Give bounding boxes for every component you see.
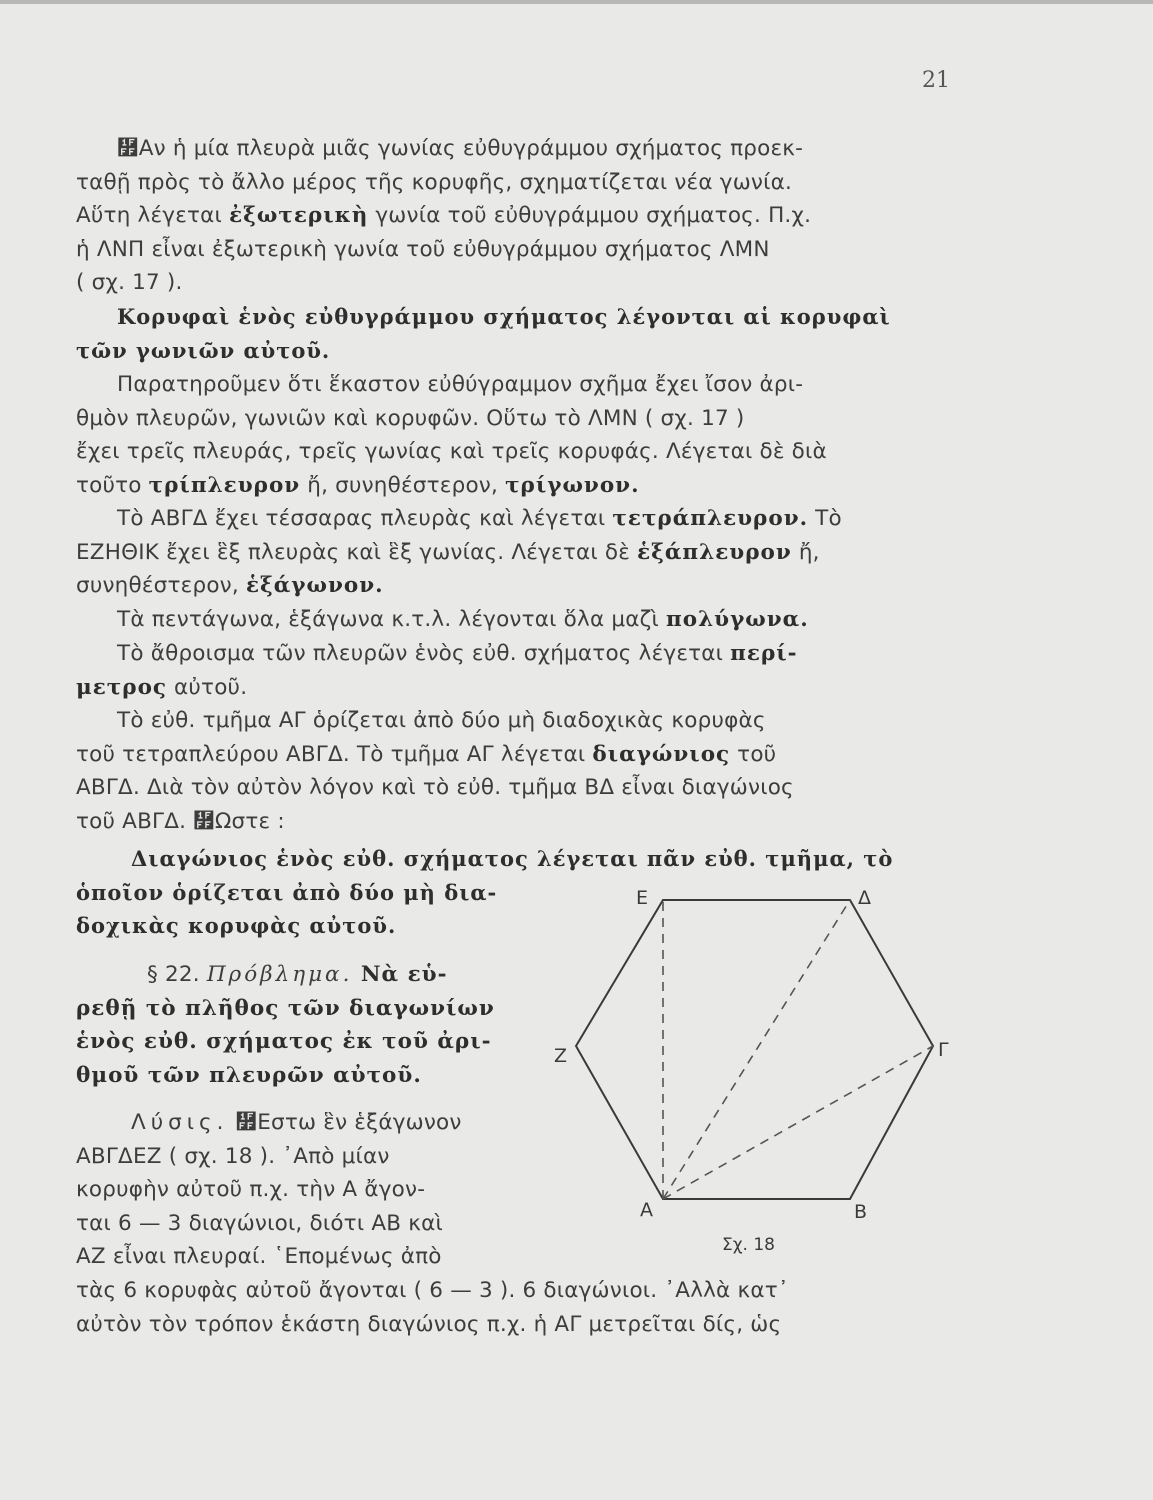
paragraph-polygon-count: [76, 368, 827, 502]
hexagon-diagram: [546, 880, 986, 1270]
text-line: Τὸ ἄθροισμα τῶν πλευρῶν ἑνὸς εὐθ. σχήματος λέγεται περί-: [117, 641, 798, 666]
text-line: ἡ ΛΝΠ εἶναι ἐξωτερικὴ γωνία τοῦ εὐθυγράμμου σχήματος ΛΜΝ: [76, 236, 770, 262]
text-line: τοῦ ΑΒΓΔ. ῿Ωστε :: [76, 808, 285, 834]
text-line: Αὕτη λέγεται ἐξωτερικὴ γωνία τοῦ εὐθυγράμμου σχήματος. Π.χ.: [76, 203, 812, 229]
text-line: Κορυφαὶ ἑνὸς εὐθυγράμμου σχήματος λέγονται αἱ κορυφαὶ: [117, 304, 891, 329]
text-line: ταθῇ πρὸς τὸ ἄλλο μέρος τῆς κορυφῆς, σχηματίζεται νέα γωνία.: [76, 169, 792, 195]
text-line: δοχικὰς κορυφὰς αὐτοῦ.: [76, 913, 397, 939]
text-line: § 22. Πρόβλημα. Νὰ εὑ-: [147, 962, 448, 987]
text-line: θμοῦ τῶν πλευρῶν αὐτοῦ.: [76, 1062, 422, 1088]
figure-caption: Σχ. 18: [722, 1235, 776, 1255]
text-line: μετρος αὐτοῦ.: [76, 674, 248, 700]
text-line: ῿Αν ἡ μία πλευρὰ μιᾶς γωνίας εὐθυγράμμου σχήματος προεκ-: [117, 136, 804, 161]
text-line: Τὰ πεντάγωνα, ἑξάγωνα κ.τ.λ. λέγονται ὅλα μαζὶ πολύγωνα.: [117, 607, 809, 632]
text-line: ΑΒΓΔ. Διὰ τὸν αὐτὸν λόγον καὶ τὸ εὐθ. τμῆμα ΒΔ εἶναι διαγώνιος: [76, 775, 794, 801]
text-line: ται 6 — 3 διαγώνιοι, διότι ΑΒ καὶ: [76, 1210, 443, 1236]
text-line: ΑΖ εἶναι πλευραί. ῾Επομένως ἀπὸ: [76, 1244, 442, 1270]
text-line: Παρατηροῦμεν ὅτι ἕκαστον εὐθύγραμμον σχῆμα ἔχει ἴσον ἀρι-: [117, 372, 804, 397]
text-line: τῶν γωνιῶν αὐτοῦ.: [76, 337, 331, 363]
top-edge-line: [0, 0, 1153, 4]
text-line: αὐτὸν τὸν τρόπον ἑκάστη διαγώνιος π.χ. ἡ ΑΓ μετρεῖται δίς, ὡς: [76, 1311, 782, 1337]
text-line: ἔχει τρεῖς πλευράς, τρεῖς γωνίας καὶ τρεῖς κορυφάς. Λέγεται δὲ διὰ: [76, 439, 827, 465]
paragraph-exterior-angle: [76, 132, 812, 300]
text-line: ρεθῇ τὸ πλῆθος τῶν διαγωνίων: [76, 995, 495, 1021]
text-line: θμὸν πλευρῶν, γωνιῶν καὶ κορυφῶν. Οὕτω τὸ ΛΜΝ ( σχ. 17 ): [76, 405, 745, 431]
vertex-label-Z: Ζ: [554, 1045, 568, 1067]
problem-22: [76, 958, 495, 1092]
text-line: ΑΒΓΔΕΖ ( σχ. 18 ). ᾿Απὸ μίαν: [76, 1143, 390, 1169]
paragraph-perimeter: [76, 637, 798, 704]
text-line: τοῦτο τρίπλευρον ἤ, συνηθέστερον, τρίγωνον.: [76, 472, 640, 498]
paragraph-quadrilateral: [76, 502, 842, 603]
vertex-label-B: Β: [854, 1201, 868, 1223]
text-line: Διαγώνιος ἑνὸς εὐθ. σχήματος λέγεται πᾶν εὐθ. τμῆμα, τὸ: [131, 846, 894, 871]
text-line: ( σχ. 17 ).: [76, 270, 183, 296]
vertex-label-A: Α: [640, 1199, 653, 1221]
text-line: τὰς 6 κορυφὰς αὐτοῦ ἄγονται ( 6 — 3 ). 6 διαγώνιοι. ᾿Αλλὰ κατ᾿: [76, 1277, 789, 1303]
vertex-label-G: Γ: [938, 1039, 949, 1061]
text-line: ἑνὸς εὐθ. σχήματος ἐκ τοῦ ἀρι-: [76, 1029, 492, 1055]
text-line: Τὸ εὐθ. τμῆμα ΑΓ ὁρίζεται ἀπὸ δύο μὴ διαδοχικὰς κορυφὰς: [117, 708, 766, 733]
paragraph-diagonal: [76, 704, 794, 838]
diagonal-AD: [663, 900, 850, 1199]
definition-vertices: [76, 300, 891, 367]
page-number: 21: [922, 68, 950, 93]
vertex-label-E: Ε: [636, 887, 649, 909]
hexagon-outline: [576, 900, 933, 1199]
text-line: ὁποῖον ὁρίζεται ἀπὸ δύο μὴ δια-: [76, 879, 498, 905]
text-line: συνηθέστερον, ἑξάγωνον.: [76, 573, 384, 599]
text-line: ΕΖΗΘΙΚ ἔχει ἓξ πλευρὰς καὶ ἓξ γωνίας. Λέγεται δὲ ἑξάπλευρον ἤ,: [76, 539, 820, 565]
text-line: τοῦ τετραπλεύρου ΑΒΓΔ. Τὸ τμῆμα ΑΓ λέγεται διαγώνιος τοῦ: [76, 741, 777, 767]
figure-hexagon: [546, 880, 986, 1270]
paragraph-polygons: [117, 603, 809, 637]
text-line: Τὸ ΑΒΓΔ ἔχει τέσσαρας πλευρὰς καὶ λέγεται τετράπλευρον. Τὸ: [117, 506, 842, 531]
text-line: Λύσις. ῿Εστω ἓν ἑξάγωνον: [131, 1110, 462, 1135]
vertex-label-D: Δ: [858, 887, 871, 909]
text-line: κορυφὴν αὐτοῦ π.χ. τὴν Α ἄγον-: [76, 1177, 426, 1203]
